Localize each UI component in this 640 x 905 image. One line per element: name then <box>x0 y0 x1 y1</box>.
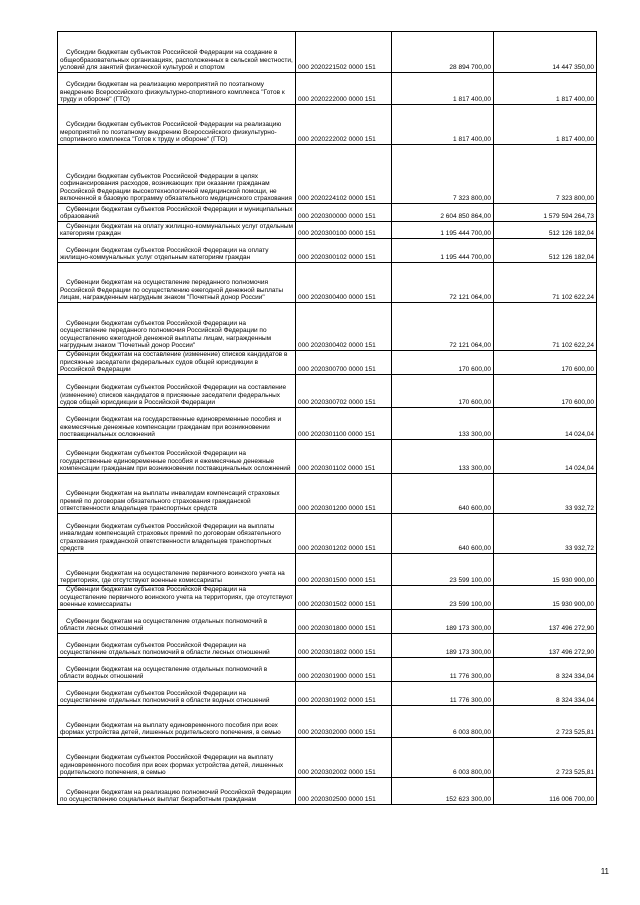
table-row <box>58 778 597 805</box>
row-code: 000 2020300402 0000 151 <box>296 303 392 351</box>
row-code: 000 2020302500 0000 151 <box>296 778 392 805</box>
row-executed: 71 102 622,24 <box>494 303 597 351</box>
row-executed: 15 930 900,00 <box>494 586 597 610</box>
row-name: Субсидии бюджетам субъектов Российской Федерации на реализацию мероприятий по поэтапному внедрению Всероссийского физкультурно-спортивного комплекса "Готов к труду и обороне" (ГТО) <box>58 105 296 145</box>
row-code: 000 2020301500 0000 151 <box>296 554 392 586</box>
table-row <box>58 554 597 586</box>
table-row <box>58 73 597 105</box>
row-code: 000 2020301802 0000 151 <box>296 634 392 658</box>
row-name: Субвенции бюджетам на реализацию полномочий Российской Федерации по осуществлению социальных выплат безработным гражданам <box>58 778 296 805</box>
row-code: 000 2020301202 0000 151 <box>296 514 392 554</box>
row-code: 000 2020300400 0000 151 <box>296 263 392 303</box>
table-row <box>58 239 597 263</box>
row-approved: 28 894 700,00 <box>392 32 494 73</box>
row-executed: 1 579 594 264,73 <box>494 204 597 222</box>
row-code: 000 2020300000 0000 151 <box>296 204 392 222</box>
table-row <box>58 375 597 408</box>
row-code: 000 2020300102 0000 151 <box>296 239 392 263</box>
row-name: Субвенции бюджетам субъектов Российской Федерации на осуществление первичного воинского учета на территориях, где отсутствуют военные комиссариаты <box>58 586 296 610</box>
row-executed: 71 102 622,24 <box>494 263 597 303</box>
table-row <box>58 145 597 204</box>
row-name: Субвенции бюджетам субъектов Российской Федерации на осуществление отдельных полномочий в области водных отношений <box>58 682 296 706</box>
row-name: Субсидии бюджетам на реализацию мероприятий по поэтапному внедрению Всероссийского физкультурно-спортивного комплекса "Готов к труду и обороне" (ГТО) <box>58 73 296 105</box>
table-row <box>58 32 597 73</box>
row-code: 000 2020301102 0000 151 <box>296 440 392 474</box>
table-row <box>58 738 597 778</box>
row-executed: 170 600,00 <box>494 375 597 408</box>
row-approved: 2 604 850 864,00 <box>392 204 494 222</box>
table-row <box>58 440 597 474</box>
row-approved: 72 121 064,00 <box>392 303 494 351</box>
table-row <box>58 303 597 351</box>
row-code: 000 2020300702 0000 151 <box>296 375 392 408</box>
row-name: Субвенции бюджетам субъектов Российской Федерации на выплату единовременного пособия при всех формах устройства детей, лишенных родительского попечения, в семью <box>58 738 296 778</box>
row-code: 000 2020300700 0000 151 <box>296 351 392 375</box>
row-approved: 133 300,00 <box>392 408 494 440</box>
row-code: 000 2020301100 0000 151 <box>296 408 392 440</box>
row-executed: 14 024,04 <box>494 408 597 440</box>
row-approved: 11 776 300,00 <box>392 658 494 682</box>
row-code: 000 2020221502 0000 151 <box>296 32 392 73</box>
row-executed: 2 723 525,81 <box>494 738 597 778</box>
row-executed: 15 930 900,00 <box>494 554 597 586</box>
row-executed: 1 817 400,00 <box>494 73 597 105</box>
table-row <box>58 351 597 375</box>
table-row <box>58 105 597 145</box>
row-executed: 137 496 272,90 <box>494 634 597 658</box>
table-row <box>58 706 597 738</box>
table-row <box>58 263 597 303</box>
row-code: 000 2020301902 0000 151 <box>296 682 392 706</box>
table-row <box>58 514 597 554</box>
row-approved: 170 600,00 <box>392 351 494 375</box>
row-approved: 1 195 444 700,00 <box>392 239 494 263</box>
row-name: Субвенции бюджетам на осуществление отдельных полномочий в области водных отношений <box>58 658 296 682</box>
row-executed: 137 496 272,90 <box>494 610 597 634</box>
table-row <box>58 222 597 239</box>
table-row <box>58 586 597 610</box>
table-row <box>58 658 597 682</box>
row-approved: 1 817 400,00 <box>392 105 494 145</box>
row-name: Субвенции бюджетам субъектов Российской Федерации на государственные единовременные пособия и ежемесячные денежные компенсации гражданам при возникновении поствакцинальных осложнений <box>58 440 296 474</box>
row-approved: 189 173 300,00 <box>392 610 494 634</box>
row-name: Субвенции бюджетам на выплату единовременного пособия при всех формах устройства детей, лишенных родительского попечения, в семью <box>58 706 296 738</box>
row-executed: 1 817 400,00 <box>494 105 597 145</box>
row-executed: 170 600,00 <box>494 351 597 375</box>
row-executed: 512 126 182,04 <box>494 222 597 239</box>
row-code: 000 2020301502 0000 151 <box>296 586 392 610</box>
row-name: Субвенции бюджетам на осуществление переданного полномочия Российской Федерации по осуществлению ежегодной денежной выплаты лицам, награжденным нагрудным знаком "Почетный донор России" <box>58 263 296 303</box>
row-approved: 6 003 800,00 <box>392 706 494 738</box>
row-name: Субвенции бюджетам на выплаты инвалидам компенсаций страховых премий по договорам обязательного страхования гражданской ответственности владельцев транспортных средств <box>58 474 296 514</box>
row-name: Субвенции бюджетам субъектов Российской Федерации на оплату жилищно-коммунальных услуг отдельным категориям граждан <box>58 239 296 263</box>
row-executed: 116 006 700,00 <box>494 778 597 805</box>
table-row <box>58 610 597 634</box>
row-code: 000 2020222002 0000 151 <box>296 105 392 145</box>
row-name: Субвенции бюджетам на государственные единовременные пособия и ежемесячные денежные компенсации гражданам при возникновении поствакцинальных осложнений <box>58 408 296 440</box>
row-executed: 8 324 334,04 <box>494 658 597 682</box>
row-name: Субвенции бюджетам на осуществление первичного воинского учета на территориях, где отсутствуют военные комиссариаты <box>58 554 296 586</box>
row-approved: 72 121 064,00 <box>392 263 494 303</box>
row-name: Субвенции бюджетам субъектов Российской Федерации на выплаты инвалидам компенсаций страховых премий по договорам обязательного страхования гражданской ответственности владельцев транспортных средств <box>58 514 296 554</box>
row-name: Субвенции бюджетам на оплату жилищно-коммунальных услуг отдельным категориям граждан <box>58 222 296 239</box>
row-executed: 14 024,04 <box>494 440 597 474</box>
row-code: 000 2020301800 0000 151 <box>296 610 392 634</box>
row-approved: 170 600,00 <box>392 375 494 408</box>
row-executed: 512 126 182,04 <box>494 239 597 263</box>
row-approved: 152 623 300,00 <box>392 778 494 805</box>
row-name: Субвенции бюджетам субъектов Российской Федерации и муниципальных образований <box>58 204 296 222</box>
row-code: 000 2020301900 0000 151 <box>296 658 392 682</box>
row-executed: 8 324 334,04 <box>494 682 597 706</box>
row-approved: 640 600,00 <box>392 474 494 514</box>
row-executed: 33 932,72 <box>494 474 597 514</box>
row-approved: 1 195 444 700,00 <box>392 222 494 239</box>
row-code: 000 2020300100 0000 151 <box>296 222 392 239</box>
row-code: 000 2020301200 0000 151 <box>296 474 392 514</box>
row-approved: 1 817 400,00 <box>392 73 494 105</box>
row-approved: 189 173 300,00 <box>392 634 494 658</box>
table-row <box>58 634 597 658</box>
row-executed: 33 932,72 <box>494 514 597 554</box>
row-name: Субсидии бюджетам субъектов Российской Федерации на создание в общеобразовательных организациях, расположенных в сельской местности, условий для занятий физической культурой и спортом <box>58 32 296 73</box>
row-name: Субвенции бюджетам на составление (изменение) списков кандидатов в присяжные заседатели федеральных судов общей юрисдикции в Российской Федерации <box>58 351 296 375</box>
row-approved: 133 300,00 <box>392 440 494 474</box>
budget-table <box>57 31 597 805</box>
table-row <box>58 682 597 706</box>
row-code: 000 2020224102 0000 151 <box>296 145 392 204</box>
row-approved: 640 600,00 <box>392 514 494 554</box>
row-name: Субвенции бюджетам субъектов Российской Федерации на составление (изменение) списков кандидатов в присяжные заседатели федеральных судов общей юрисдикции в Российской Федерации <box>58 375 296 408</box>
row-approved: 23 599 100,00 <box>392 554 494 586</box>
row-approved: 11 776 300,00 <box>392 682 494 706</box>
table-row <box>58 204 597 222</box>
row-name: Субвенции бюджетам на осуществление отдельных полномочий в области лесных отношений <box>58 610 296 634</box>
row-name: Субсидии бюджетам субъектов Российской Федерации в целях софинансирования расходов, возникающих при оказании гражданам Российской Федерации высокотехнологичной медицинской помощи, не включенной в базовую программу обязательного медицинского страхования <box>58 145 296 204</box>
row-approved: 7 323 800,00 <box>392 145 494 204</box>
row-executed: 14 447 350,00 <box>494 32 597 73</box>
row-code: 000 2020302000 0000 151 <box>296 706 392 738</box>
row-executed: 7 323 800,00 <box>494 145 597 204</box>
row-code: 000 2020302002 0000 151 <box>296 738 392 778</box>
table-row <box>58 408 597 440</box>
row-approved: 23 599 100,00 <box>392 586 494 610</box>
page-number: 11 <box>600 867 609 876</box>
row-name: Субвенции бюджетам субъектов Российской Федерации на осуществление отдельных полномочий в области лесных отношений <box>58 634 296 658</box>
row-name: Субвенции бюджетам субъектов Российской Федерации на осуществление переданного полномочия Российской Федерации по осуществлению ежегодной денежной выплаты лицам, награжденным нагрудным знаком "Почетный донор России" <box>58 303 296 351</box>
row-code: 000 2020222000 0000 151 <box>296 73 392 105</box>
row-executed: 2 723 525,81 <box>494 706 597 738</box>
table-row <box>58 474 597 514</box>
row-approved: 6 003 800,00 <box>392 738 494 778</box>
